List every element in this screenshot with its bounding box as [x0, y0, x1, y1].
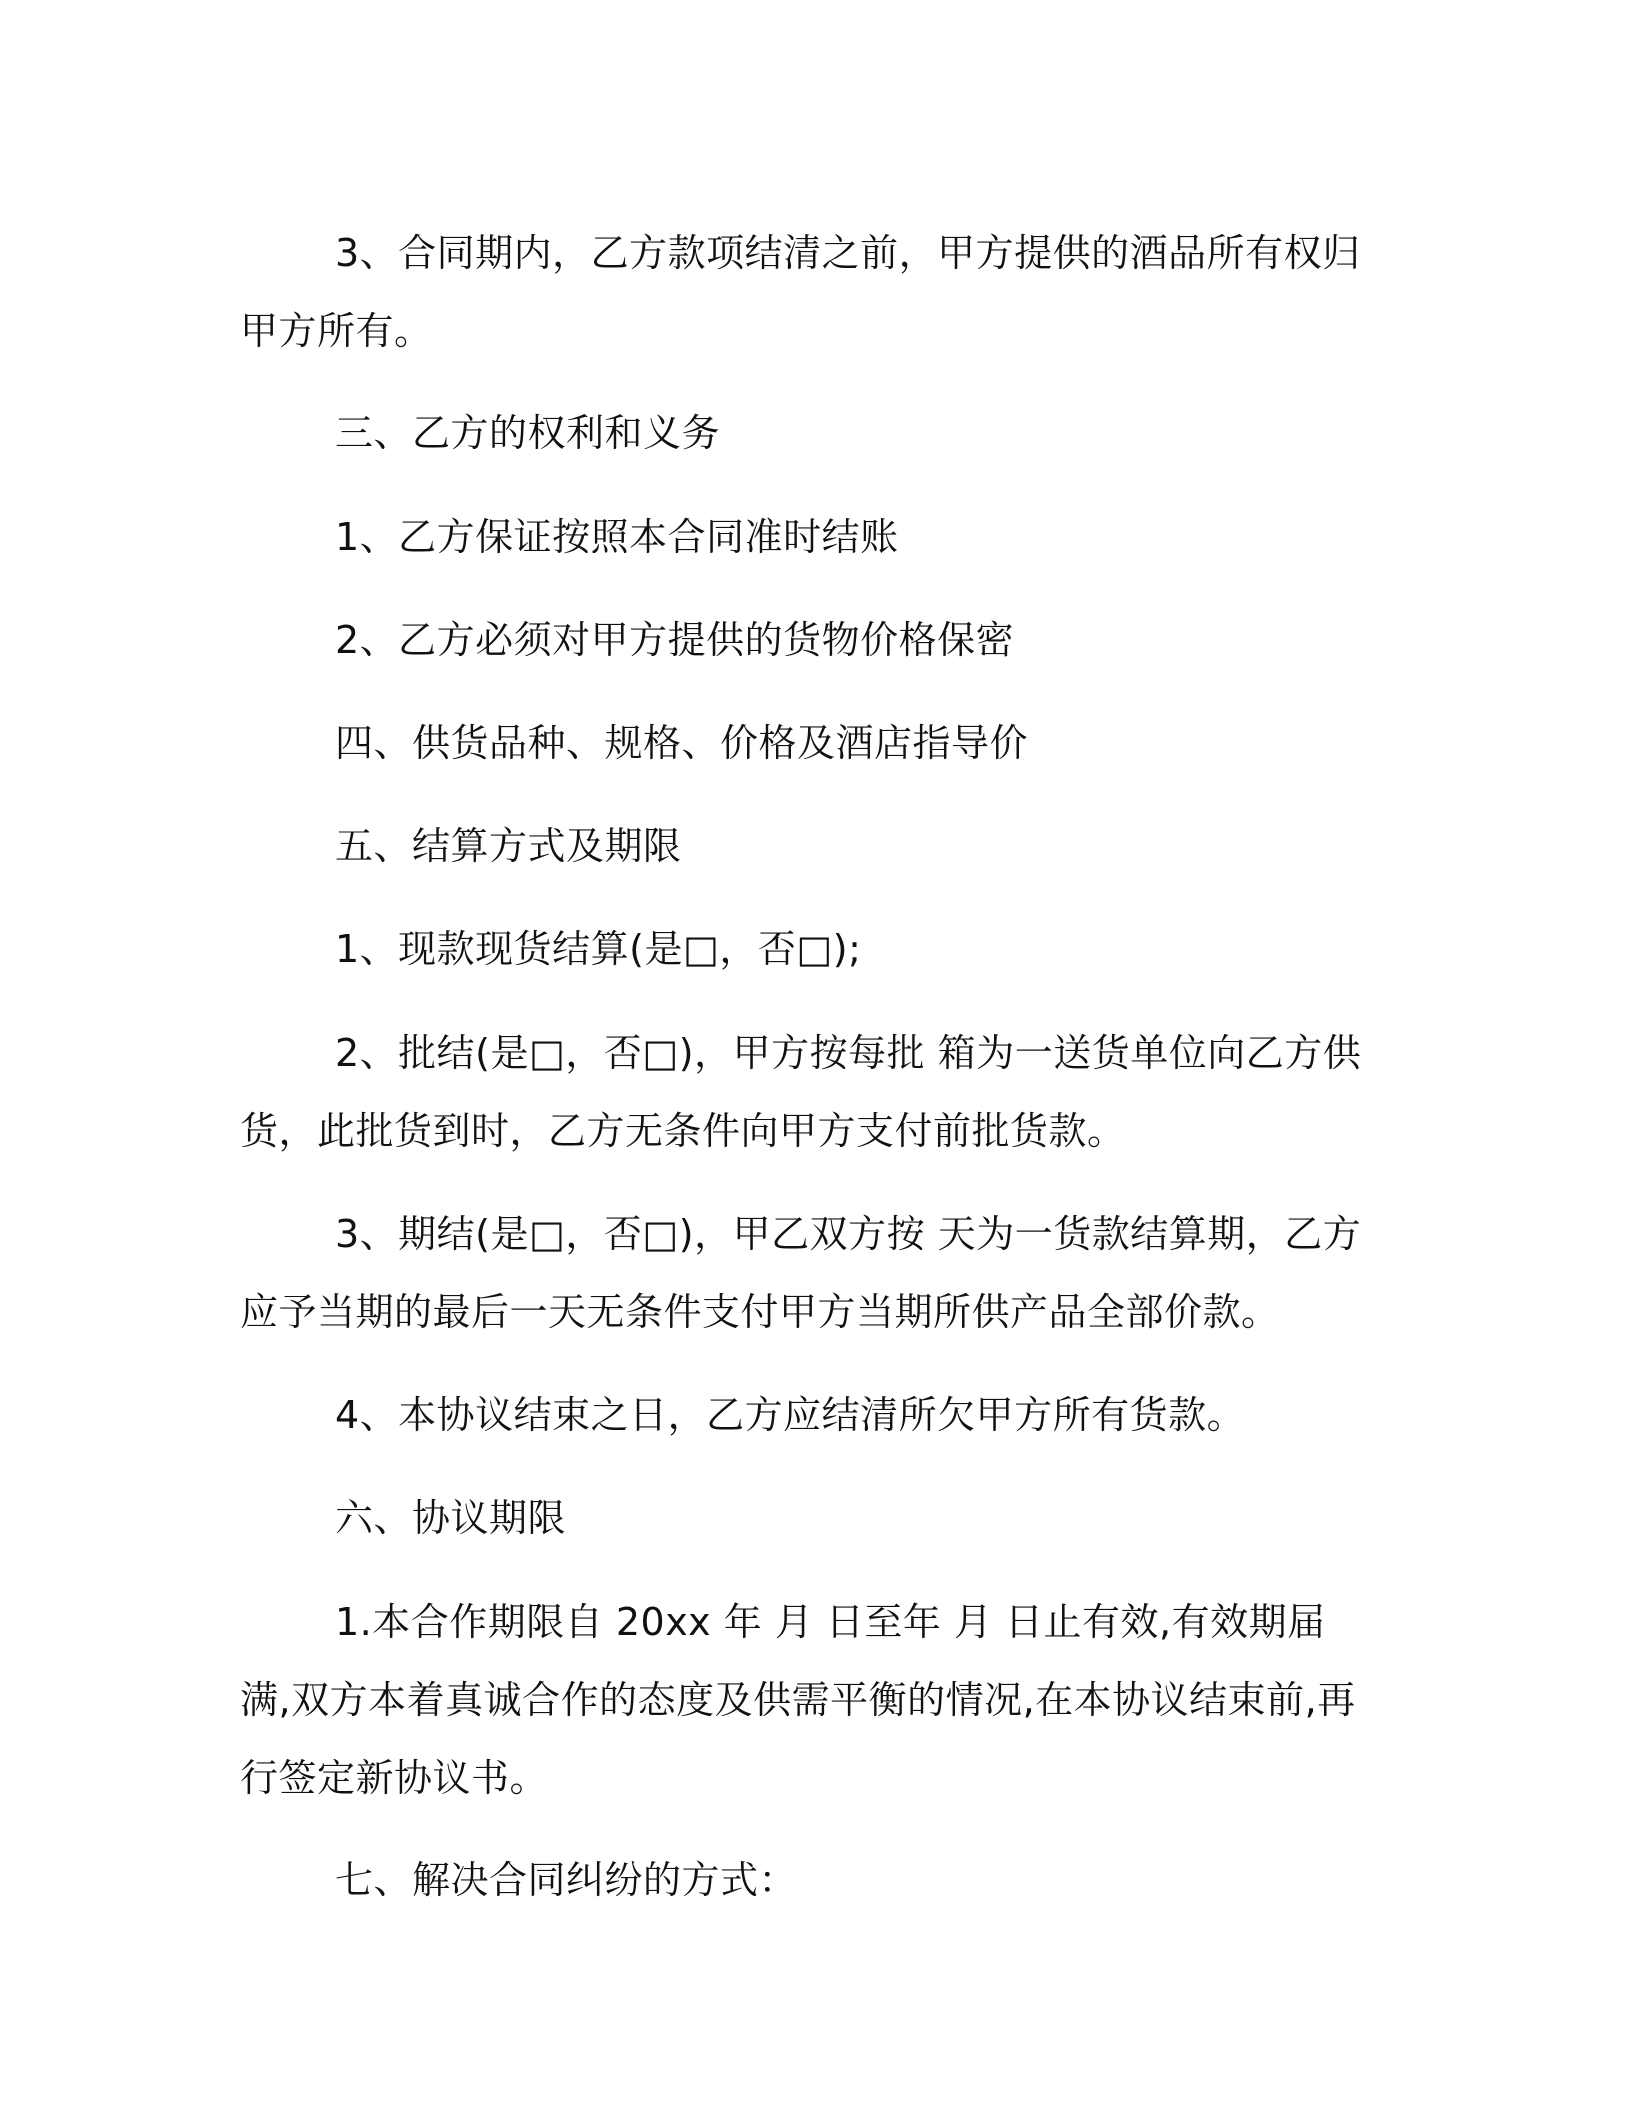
- paragraph-period-settlement: 3、期结(是□，否□)，甲乙双方按 天为一货款结算期，乙方应予当期的最后一天无条件支付甲方当期所供产品全部价款。: [240, 1212, 1362, 1334]
- paragraph-cash-settlement: 1、现款现货结算(是□，否□);: [335, 927, 862, 971]
- section-heading-rights: 三、乙方的权利和义务: [335, 411, 721, 455]
- paragraph-cooperation-term: 1.本合作期限自 20xx 年 月 日至年 月 日止有效,有效期届满,双方本着真诚合作的态度及供需平衡的情况,在本协议结束前,再行签定新协议书。: [240, 1600, 1356, 1800]
- paragraph-price-confidential: 2、乙方必须对甲方提供的货物价格保密: [335, 618, 1015, 662]
- section-heading-term: 六、协议期限: [335, 1496, 567, 1540]
- paragraph-batch-settlement: 2、批结(是□，否□)，甲方按每批 箱为一送货单位向乙方供货，此批货到时，乙方无条件向甲方支付前批货款。: [240, 1031, 1362, 1153]
- section-heading-disputes: 七、解决合同纠纷的方式：: [335, 1858, 798, 1902]
- section-heading-settlement: 五、结算方式及期限: [335, 824, 682, 868]
- section-heading-supply: 四、供货品种、规格、价格及酒店指导价: [335, 721, 1029, 765]
- paragraph-settle-on-time: 1、乙方保证按照本合同准时结账: [335, 515, 899, 559]
- paragraph-ownership: 3、合同期内，乙方款项结清之前，甲方提供的酒品所有权归甲方所有。: [240, 231, 1361, 353]
- paragraph-final-payment: 4、本协议结束之日，乙方应结清所欠甲方所有货款。: [335, 1393, 1246, 1437]
